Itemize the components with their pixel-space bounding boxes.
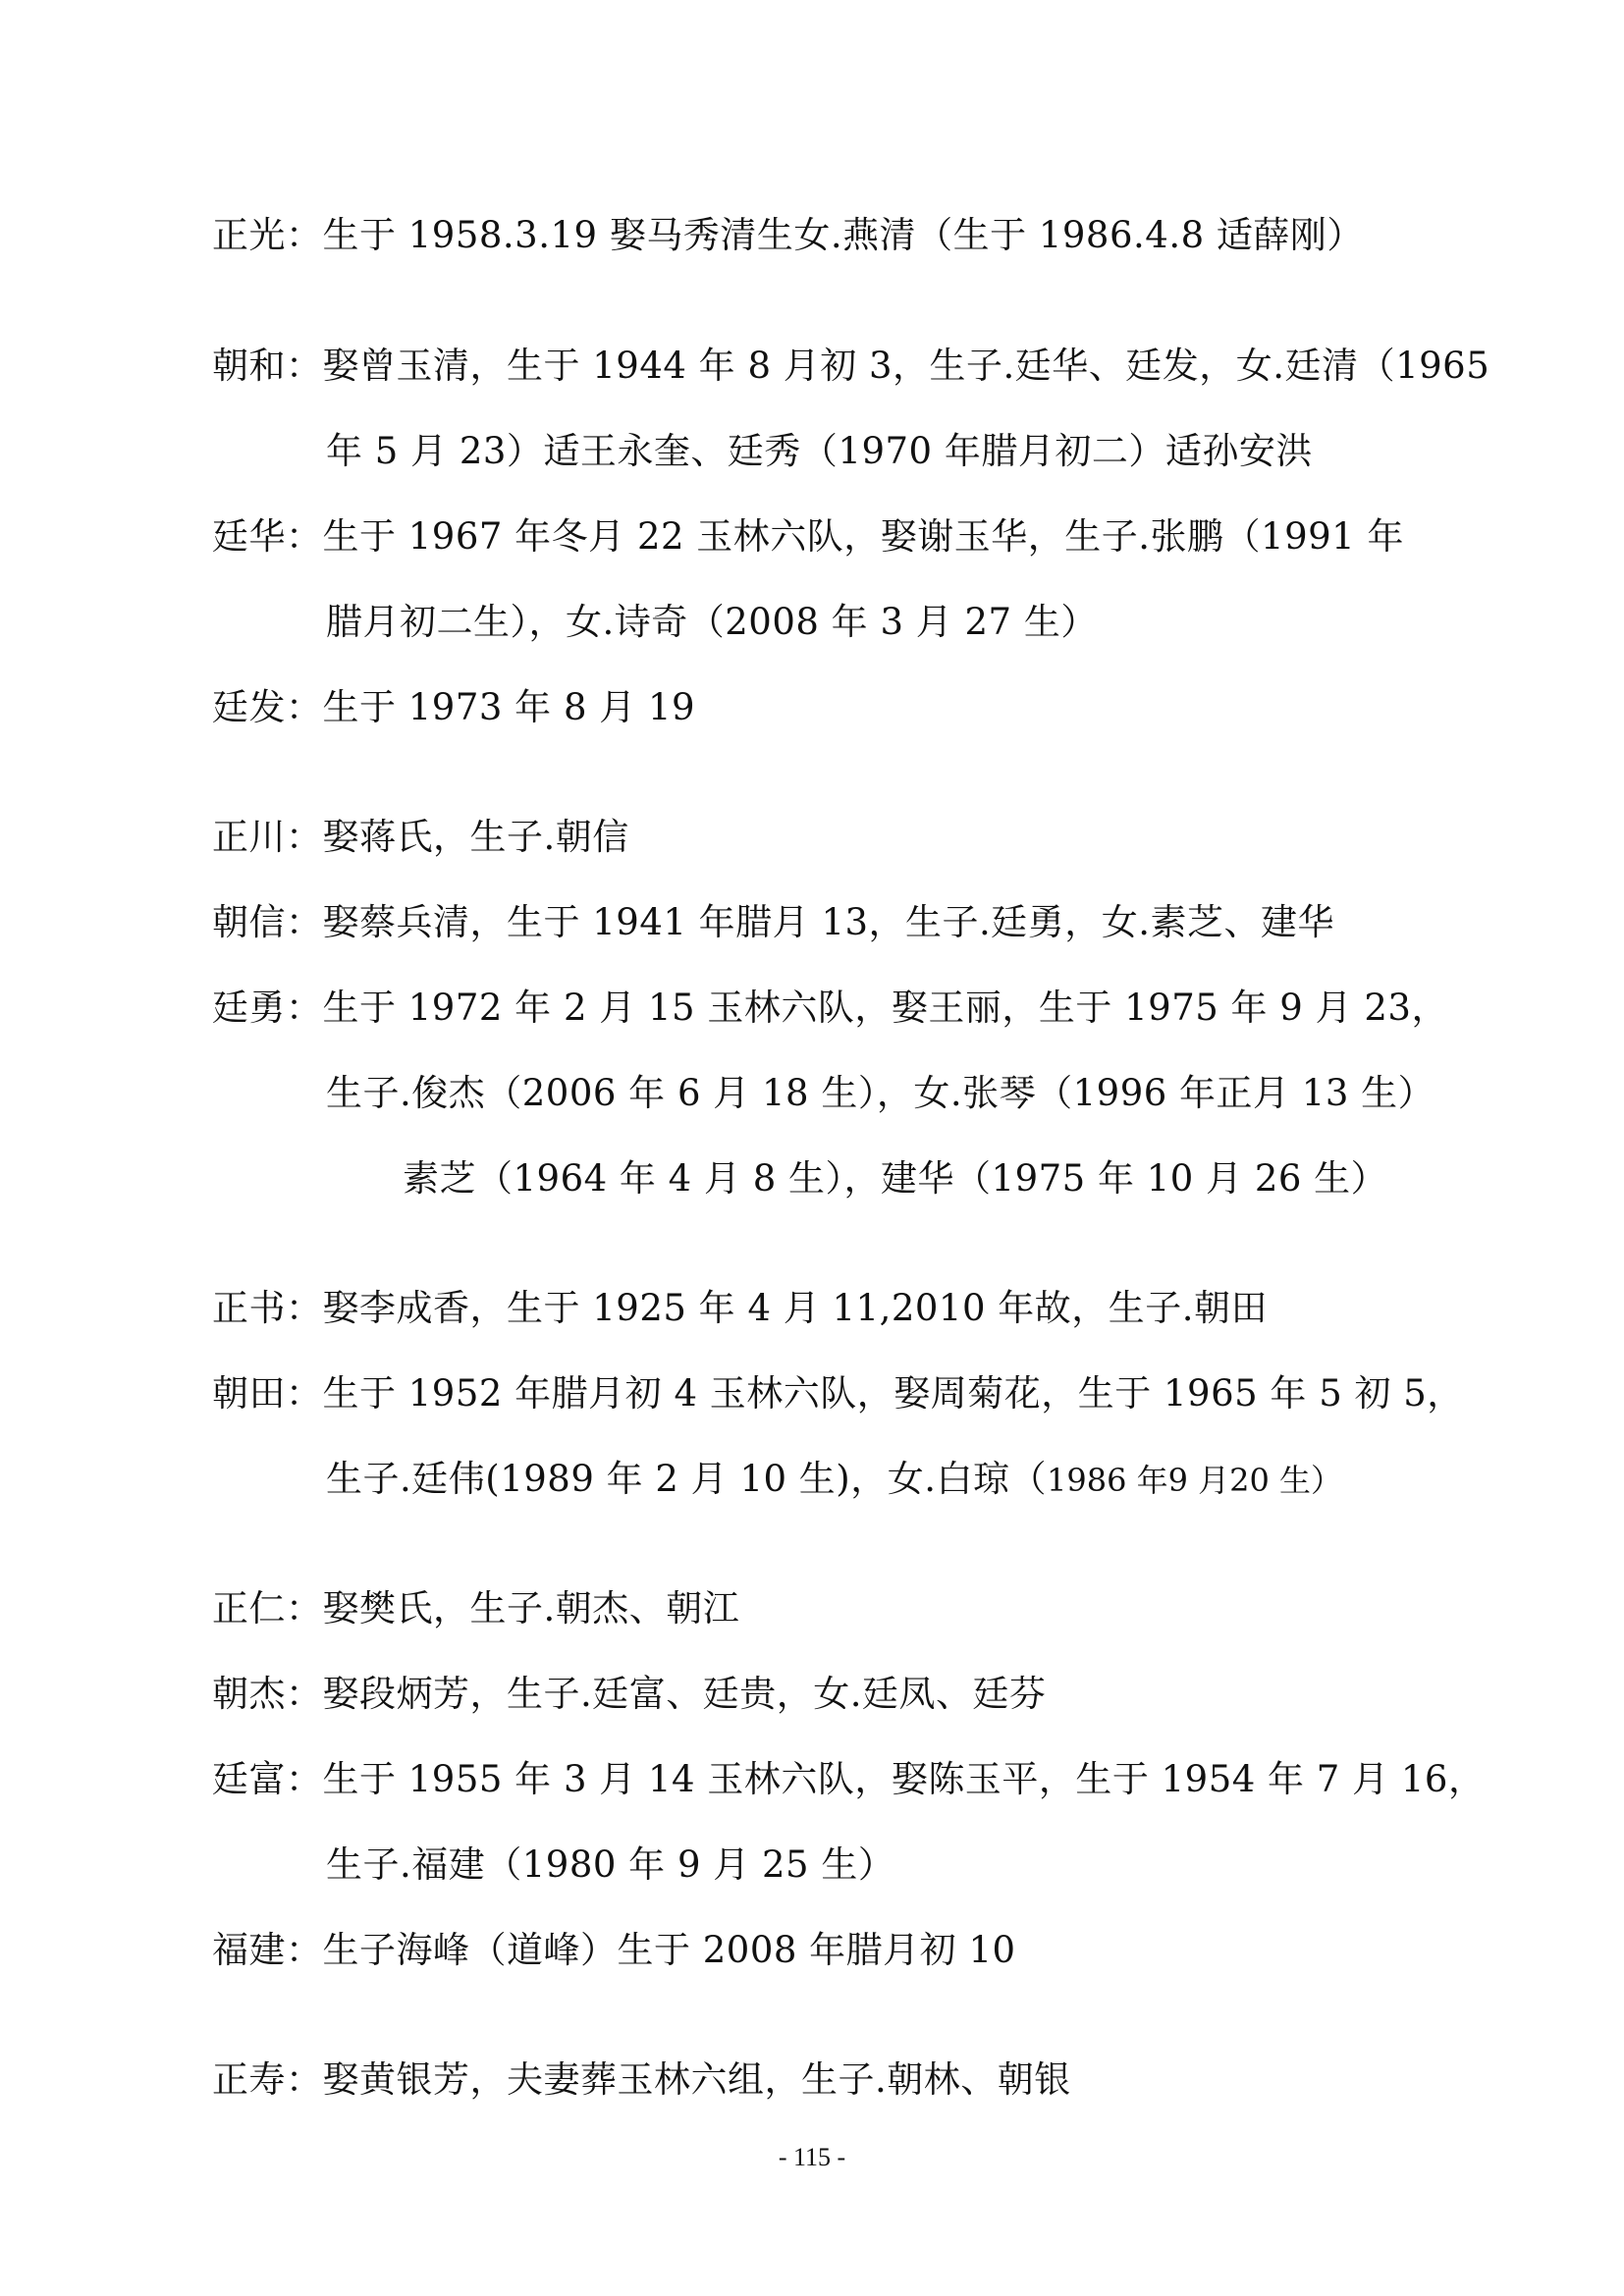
record-tingfu-cont: 生子.福建（1980 年 9 月 25 生） xyxy=(326,1843,895,1886)
record-tinghua-cont: 腊月初二生），女.诗奇（2008 年 3 月 27 生） xyxy=(326,601,1098,643)
record-zhengshu: 正书：娶李成香，生于 1925 年 4 月 11,2010 年故，生子.朝田 xyxy=(212,1287,1269,1329)
record-fujian: 福建：生子海峰（道峰）生于 2008 年腊月初 10 xyxy=(212,1929,1016,1971)
page-number: - 115 - xyxy=(778,2143,846,2171)
record-tingfu: 廷富：生于 1955 年 3 月 14 玉林六队，娶陈玉平，生于 1954 年 7 月 16， xyxy=(212,1758,1486,1800)
record-chaohe-cont: 年 5 月 23）适王永奎、廷秀（1970 年腊月初二）适孙安洪 xyxy=(326,430,1313,472)
record-chaotian-cont: 生子.廷伟(1989 年 2 月 10 生)，女.白琼（1986 年9 月20 生） xyxy=(326,1458,1343,1500)
record-tingyong-cont2: 素芝（1964 年 4 月 8 生），建华（1975 年 10 月 26 生） xyxy=(403,1157,1388,1200)
record-zhengshou: 正寿：娶黄银芳，夫妻葬玉林六组，生子.朝林、朝银 xyxy=(212,2058,1071,2101)
record-tingfa: 廷发：生于 1973 年 8 月 19 xyxy=(212,686,696,728)
record-tingyong: 廷勇：生于 1972 年 2 月 15 玉林六队，娶王丽，生于 1975 年 9 月 23， xyxy=(212,987,1448,1029)
record-zhengchuan: 正川：娶蒋氏，生子.朝信 xyxy=(212,816,629,858)
record-tingyong-cont: 生子.俊杰（2006 年 6 月 18 生），女.张琴（1996 年正月 13 生） xyxy=(326,1072,1435,1114)
record-chaohe: 朝和：娶曾玉清，生于 1944 年 8 月初 3，生子.廷华、廷发，女.廷清（1965 xyxy=(212,345,1490,387)
record-tinghua: 廷华：生于 1967 年冬月 22 玉林六队，娶谢玉华，生子.张鹏（1991 年 xyxy=(212,515,1404,558)
record-chaojie: 朝杰：娶段炳芳，生子.廷富、廷贵，女.廷凤、廷芬 xyxy=(212,1673,1047,1715)
record-zhengguang: 正光：生于 1958.3.19 娶马秀清生女.燕清（生于 1986.4.8 适薛刚） xyxy=(212,214,1364,256)
record-zhengren: 正仁：娶樊氏，生子.朝杰、朝江 xyxy=(212,1587,740,1629)
record-chaotian: 朝田：生于 1952 年腊月初 4 玉林六队，娶周菊花，生于 1965 年 5 初 5， xyxy=(212,1372,1464,1415)
record-chaoxin: 朝信：娶蔡兵清，生于 1941 年腊月 13，生子.廷勇，女.素芝、建华 xyxy=(212,901,1335,943)
